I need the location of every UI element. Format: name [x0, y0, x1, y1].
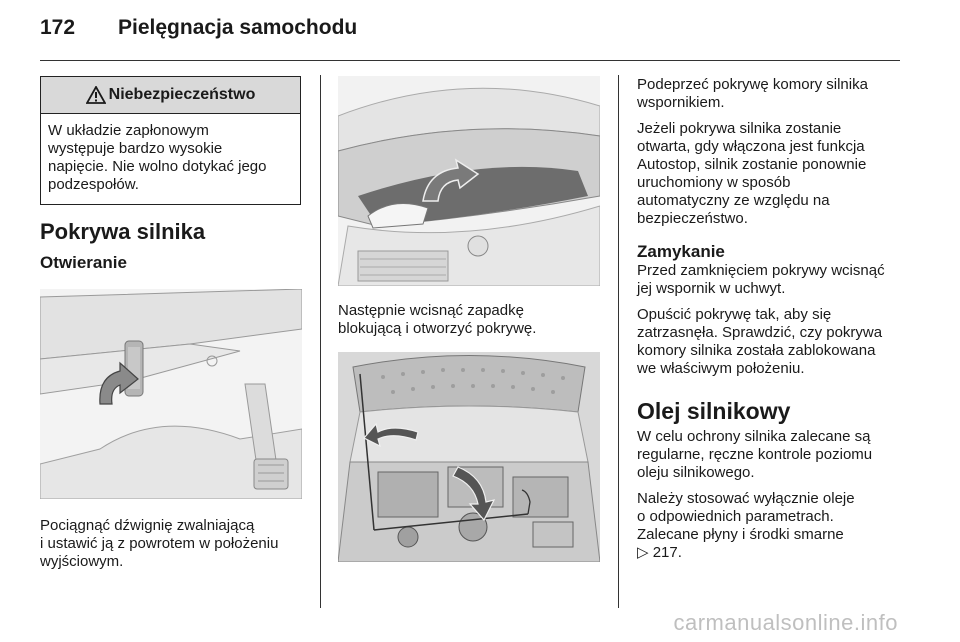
watermark: carmanualsonline.info — [673, 610, 898, 635]
subheading-opening: Otwieranie — [40, 253, 127, 272]
paragraph-closing-2 — [637, 306, 907, 378]
column-3 — [637, 76, 907, 562]
page-reference-link[interactable] — [637, 544, 907, 562]
column-2 — [338, 76, 600, 562]
paragraph-prop-hood — [637, 76, 907, 112]
column-divider-1 — [320, 75, 321, 608]
engine-bay-prop-rod-illustration — [338, 352, 600, 562]
text-line: otwarta, gdy włączona jest funkcja — [637, 138, 865, 155]
warning-text — [41, 114, 300, 204]
text-line: Zalecane płyny i środki smarne — [637, 526, 844, 543]
section-heading-oil: Olej silnikowy — [637, 398, 791, 424]
text-line: Podeprzeć pokrywę komory silnika — [637, 76, 868, 93]
caption-latch — [338, 302, 600, 338]
paragraph-closing-1 — [637, 262, 907, 298]
text-line: Opuścić pokrywę tak, aby się — [637, 306, 832, 323]
text-line: regularne, ręczne kontrole poziomu — [637, 446, 873, 463]
text-line: blokującą i otworzyć pokrywę. — [338, 320, 537, 337]
text-line: o odpowiednich parametrach. — [637, 508, 834, 525]
text-line: Pociągnąć dźwignię zwalniającą — [40, 517, 255, 534]
text-line: komory silnika została zablokowana — [637, 342, 876, 359]
text-line: zatrzasnęła. Sprawdzić, czy pokrywa — [637, 324, 883, 341]
text-line: Autostop, silnik zostanie ponownie — [637, 156, 867, 173]
text-line: wspornikiem. — [637, 94, 725, 111]
caption-lever — [40, 517, 302, 571]
text-line: we właściwym położeniu. — [637, 360, 805, 377]
warning-line: podzespołów. — [48, 176, 139, 193]
page-reference-text: 217. — [652, 544, 682, 561]
warning-box — [40, 76, 301, 205]
header-rule — [40, 60, 900, 61]
page-header — [40, 16, 357, 40]
chapter-title: Pielęgnacja samochodu — [118, 16, 358, 39]
text-line: automatyczny ze względu na — [637, 192, 830, 209]
warning-line: W układzie zapłonowym — [48, 122, 209, 139]
text-line: Jeżeli pokrywa silnika zostanie — [637, 120, 842, 137]
hood-latch-illustration — [338, 76, 600, 286]
warning-line: napięcie. Nie wolno dotykać jego — [48, 158, 267, 175]
warning-header — [41, 77, 300, 114]
column-1 — [40, 76, 302, 571]
page-number: 172 — [40, 16, 76, 39]
text-line: Następnie wcisnąć zapadkę — [338, 302, 524, 319]
subheading-closing: Zamykanie — [637, 242, 725, 261]
hood-release-lever-illustration — [40, 289, 302, 499]
page-ref-arrow-icon: ▷ — [637, 544, 649, 561]
text-line: oleju silnikowego. — [637, 464, 755, 481]
text-line: W celu ochrony silnika zalecane są — [637, 428, 871, 445]
paragraph-oil-1 — [637, 428, 907, 482]
column-divider-2 — [618, 75, 619, 608]
text-line: Przed zamknięciem pokrywy wcisnąć — [637, 262, 885, 279]
warning-line: występuje bardzo wysokie — [48, 140, 223, 157]
paragraph-autostop — [637, 120, 907, 228]
text-line: i ustawić ją z powrotem w położeniu — [40, 535, 279, 552]
warning-title: Niebezpieczeństwo — [108, 86, 256, 103]
text-line: jej wspornik w uchwyt. — [637, 280, 786, 297]
text-line: uruchomiony w sposób — [637, 174, 791, 191]
text-line: bezpieczeństwo. — [637, 210, 748, 227]
text-line: wyjściowym. — [40, 553, 124, 570]
section-heading-hood: Pokrywa silnika — [40, 219, 206, 244]
warning-triangle-icon — [86, 86, 106, 104]
text-line: Należy stosować wyłącznie oleje — [637, 490, 855, 507]
paragraph-oil-2 — [637, 490, 907, 562]
